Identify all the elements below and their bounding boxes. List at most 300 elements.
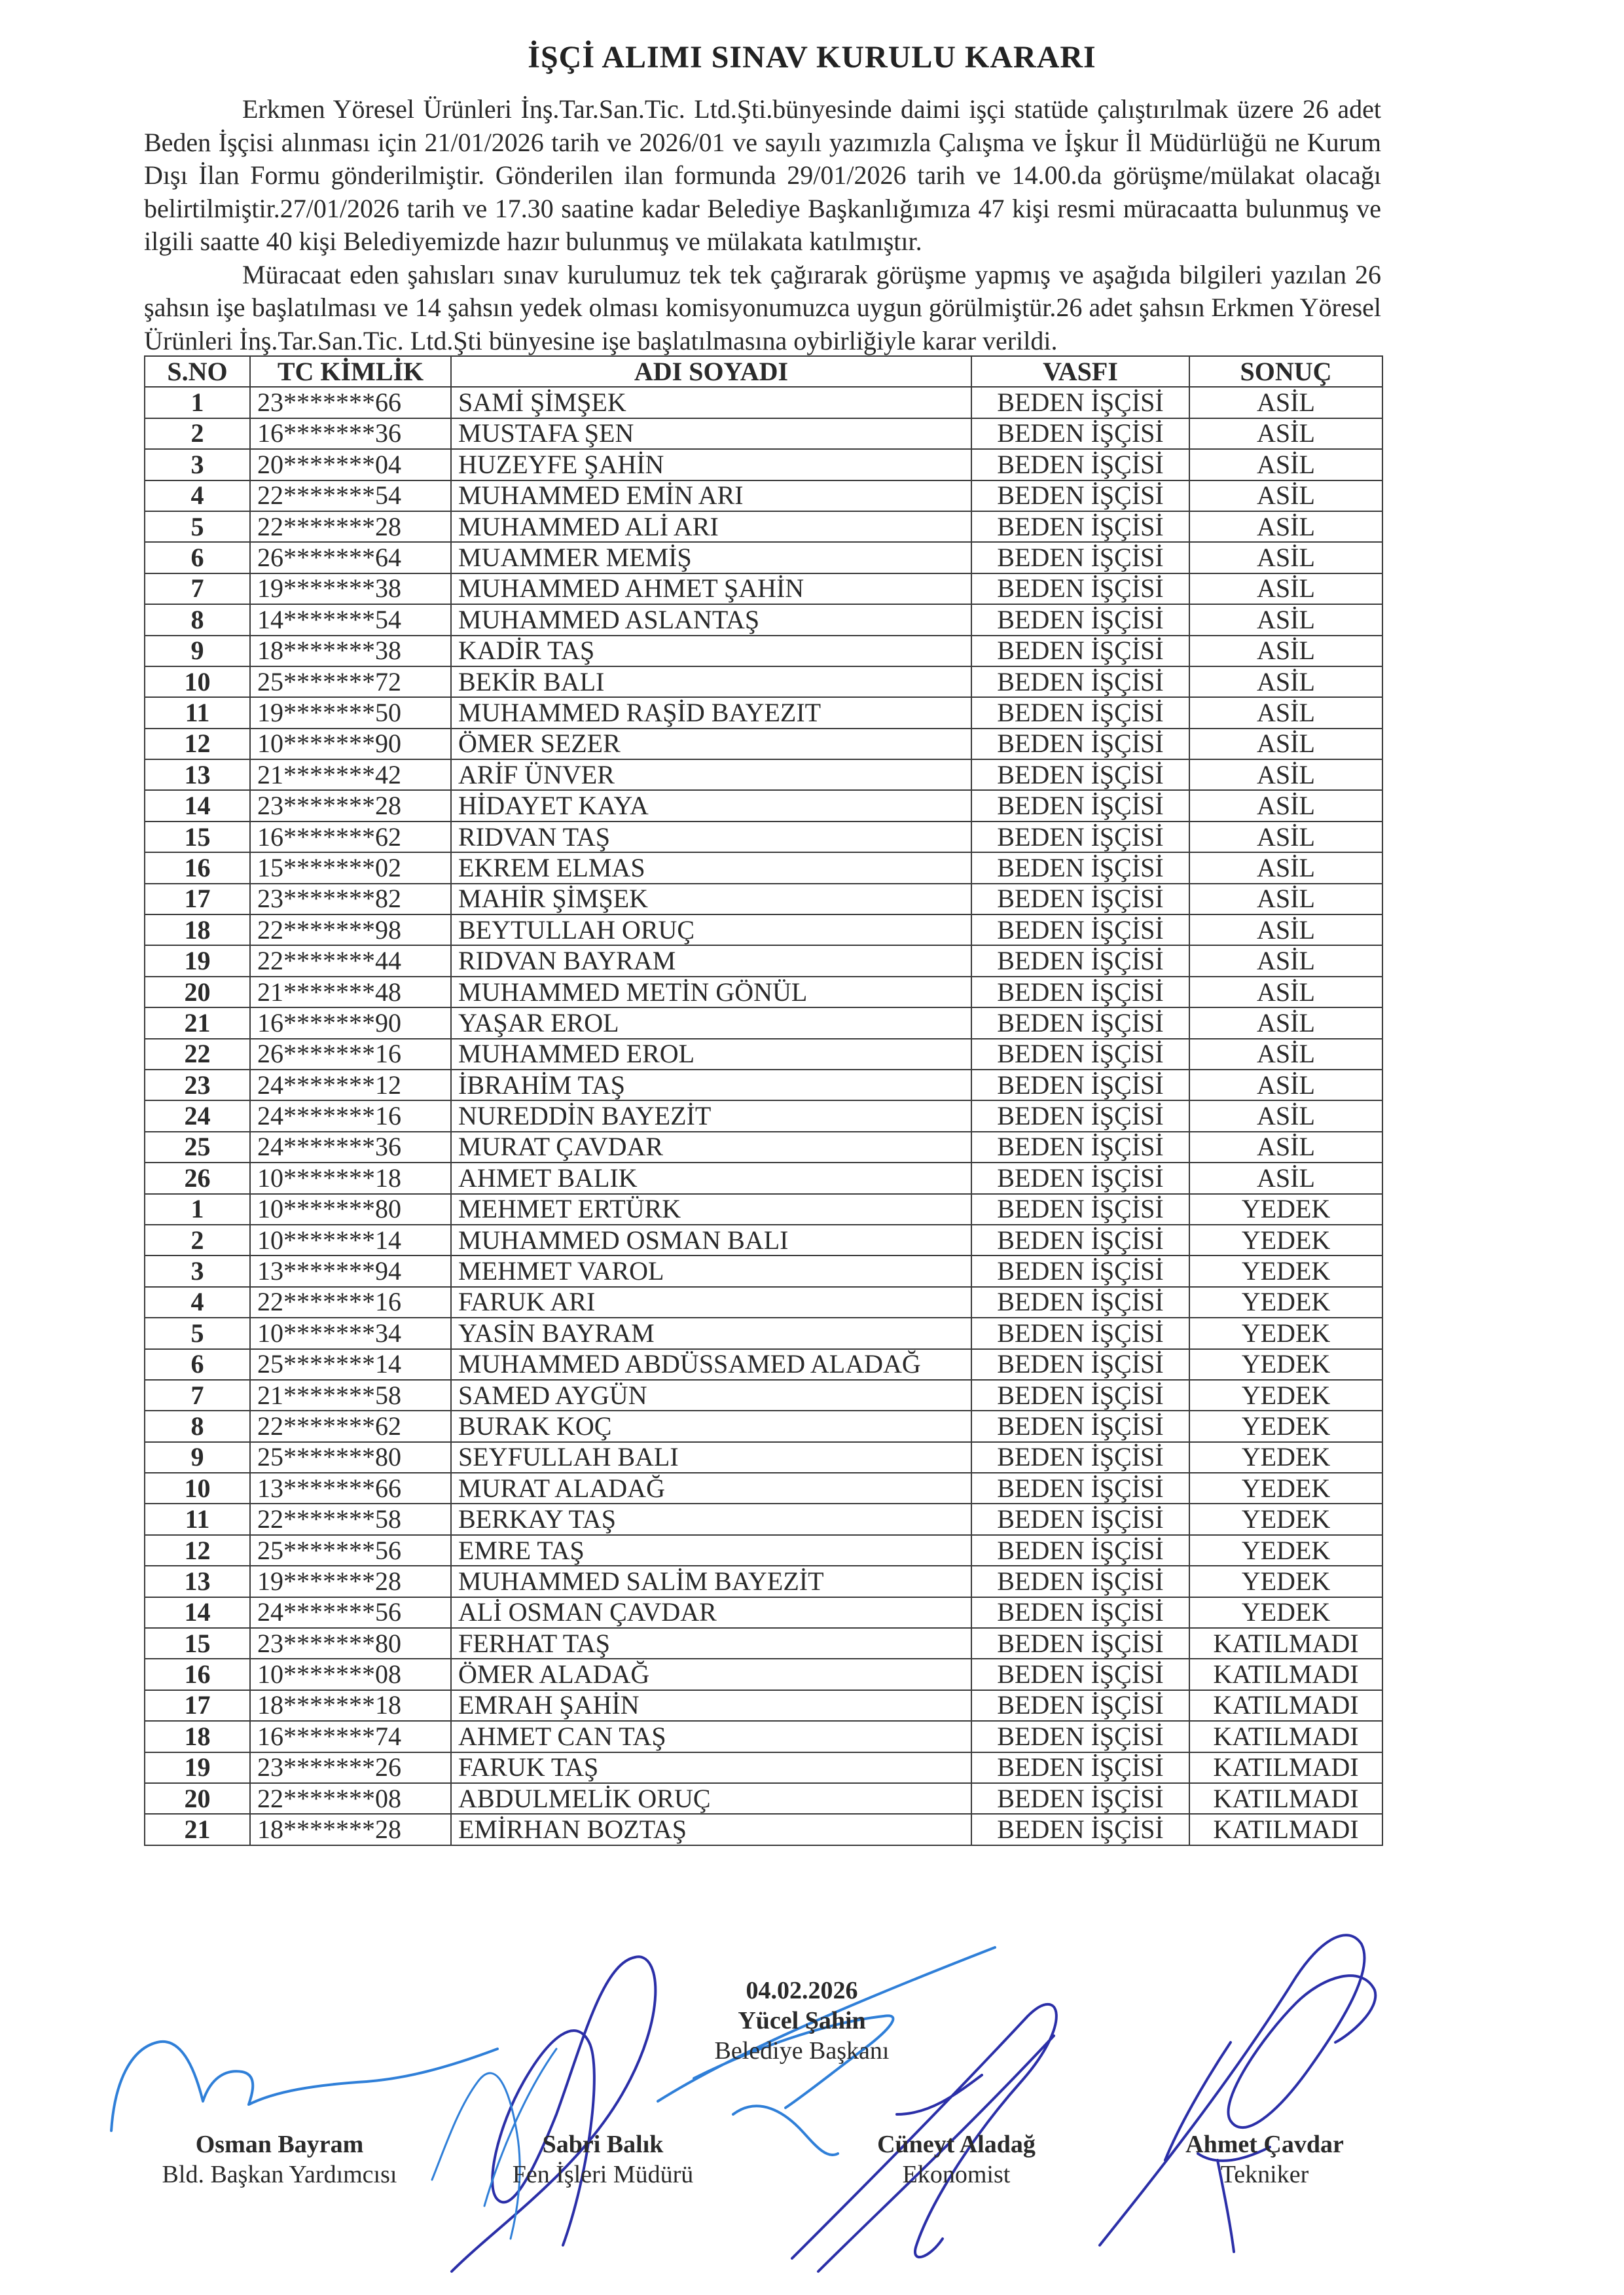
cell-adi-soyadi: MURAT ÇAVDAR bbox=[451, 1132, 971, 1163]
cell-sonuc: ASİL bbox=[1189, 759, 1382, 790]
cell-adi-soyadi: MUHAMMED AHMET ŞAHİN bbox=[451, 573, 971, 604]
cell-vasfi: BEDEN İŞÇİSİ bbox=[971, 1194, 1189, 1225]
cell-sno: 1 bbox=[145, 1194, 250, 1225]
cell-adi-soyadi: SEYFULLAH BALI bbox=[451, 1442, 971, 1473]
cell-tc-kimlik: 22*******28 bbox=[250, 511, 451, 542]
table-row bbox=[145, 1380, 1382, 1411]
table-row bbox=[145, 914, 1382, 945]
cell-sno: 4 bbox=[145, 1287, 250, 1318]
cell-sno: 16 bbox=[145, 852, 250, 883]
cell-vasfi: BEDEN İŞÇİSİ bbox=[971, 1225, 1189, 1256]
cell-tc-kimlik: 18*******38 bbox=[250, 636, 451, 666]
cell-sno: 2 bbox=[145, 1225, 250, 1256]
cell-adi-soyadi: FARUK TAŞ bbox=[451, 1752, 971, 1783]
cell-sonuc: KATILMADI bbox=[1189, 1628, 1382, 1659]
cell-vasfi: BEDEN İŞÇİSİ bbox=[971, 1163, 1189, 1193]
table-row bbox=[145, 449, 1382, 480]
table-row bbox=[145, 1473, 1382, 1504]
cell-sonuc: ASİL bbox=[1189, 852, 1382, 883]
cell-sonuc: ASİL bbox=[1189, 387, 1382, 418]
cell-tc-kimlik: 25*******80 bbox=[250, 1442, 451, 1473]
cell-adi-soyadi: EMRE TAŞ bbox=[451, 1535, 971, 1566]
cell-tc-kimlik: 13*******66 bbox=[250, 1473, 451, 1504]
cell-adi-soyadi: MUHAMMED METİN GÖNÜL bbox=[451, 977, 971, 1007]
table-row bbox=[145, 852, 1382, 883]
cell-vasfi: BEDEN İŞÇİSİ bbox=[971, 884, 1189, 914]
cell-sonuc: ASİL bbox=[1189, 511, 1382, 542]
cell-tc-kimlik: 23*******26 bbox=[250, 1752, 451, 1783]
cell-tc-kimlik: 21*******42 bbox=[250, 759, 451, 790]
cell-adi-soyadi: HİDAYET KAYA bbox=[451, 790, 971, 821]
cell-sno: 3 bbox=[145, 1256, 250, 1286]
cell-adi-soyadi: FARUK ARI bbox=[451, 1287, 971, 1318]
cell-adi-soyadi: MEHMET ERTÜRK bbox=[451, 1194, 971, 1225]
cell-tc-kimlik: 16*******90 bbox=[250, 1007, 451, 1038]
cell-sno: 12 bbox=[145, 1535, 250, 1566]
cell-sonuc: ASİL bbox=[1189, 914, 1382, 945]
table-row bbox=[145, 977, 1382, 1007]
table-row bbox=[145, 1225, 1382, 1256]
cell-tc-kimlik: 22*******58 bbox=[250, 1504, 451, 1534]
cell-sno: 11 bbox=[145, 697, 250, 728]
cell-tc-kimlik: 19*******28 bbox=[250, 1566, 451, 1597]
cell-adi-soyadi: MUHAMMED OSMAN BALI bbox=[451, 1225, 971, 1256]
header-sonuc: SONUÇ bbox=[1189, 356, 1382, 387]
cell-sno: 5 bbox=[145, 1318, 250, 1348]
signature-sabri-balik-1 bbox=[452, 1957, 655, 2271]
cell-tc-kimlik: 21*******48 bbox=[250, 977, 451, 1007]
signature-osman-bayram bbox=[111, 2042, 497, 2131]
cell-sno: 21 bbox=[145, 1007, 250, 1038]
signature-block-mayor bbox=[671, 1976, 933, 2066]
cell-sonuc: YEDEK bbox=[1189, 1535, 1382, 1566]
cell-tc-kimlik: 22*******16 bbox=[250, 1287, 451, 1318]
header-adi-soyadi: ADI SOYADI bbox=[451, 356, 971, 387]
cell-sonuc: YEDEK bbox=[1189, 1411, 1382, 1441]
cell-vasfi: BEDEN İŞÇİSİ bbox=[971, 697, 1189, 728]
cell-tc-kimlik: 18*******18 bbox=[250, 1690, 451, 1721]
member-name: Osman Bayram bbox=[195, 2131, 364, 2158]
cell-tc-kimlik: 25*******56 bbox=[250, 1535, 451, 1566]
cell-sno: 14 bbox=[145, 790, 250, 821]
cell-sonuc: KATILMADI bbox=[1189, 1783, 1382, 1814]
cell-adi-soyadi: YASİN BAYRAM bbox=[451, 1318, 971, 1348]
cell-vasfi: BEDEN İŞÇİSİ bbox=[971, 1039, 1189, 1070]
header-sno: S.NO bbox=[145, 356, 250, 387]
cell-sonuc: ASİL bbox=[1189, 884, 1382, 914]
cell-adi-soyadi: RIDVAN BAYRAM bbox=[451, 945, 971, 976]
cell-sno: 16 bbox=[145, 1659, 250, 1690]
cell-adi-soyadi: BURAK KOÇ bbox=[451, 1411, 971, 1441]
cell-vasfi: BEDEN İŞÇİSİ bbox=[971, 790, 1189, 821]
table-row bbox=[145, 1690, 1382, 1721]
cell-tc-kimlik: 25*******14 bbox=[250, 1349, 451, 1380]
cell-sonuc: ASİL bbox=[1189, 1039, 1382, 1070]
table-row bbox=[145, 729, 1382, 759]
table-row bbox=[145, 1504, 1382, 1534]
table-row bbox=[145, 884, 1382, 914]
cell-sno: 10 bbox=[145, 666, 250, 697]
cell-tc-kimlik: 10*******80 bbox=[250, 1194, 451, 1225]
table-row bbox=[145, 1535, 1382, 1566]
cell-tc-kimlik: 26*******64 bbox=[250, 542, 451, 573]
cell-adi-soyadi: SAMED AYGÜN bbox=[451, 1380, 971, 1411]
cell-sonuc: ASİL bbox=[1189, 790, 1382, 821]
table-row bbox=[145, 1194, 1382, 1225]
cell-vasfi: BEDEN İŞÇİSİ bbox=[971, 1070, 1189, 1100]
cell-adi-soyadi: YAŞAR EROL bbox=[451, 1007, 971, 1038]
cell-tc-kimlik: 24*******56 bbox=[250, 1597, 451, 1628]
cell-vasfi: BEDEN İŞÇİSİ bbox=[971, 1597, 1189, 1628]
cell-sonuc: YEDEK bbox=[1189, 1380, 1382, 1411]
table-row bbox=[145, 636, 1382, 666]
cell-sonuc: YEDEK bbox=[1189, 1287, 1382, 1318]
cell-adi-soyadi: AHMET BALIK bbox=[451, 1163, 971, 1193]
candidate-table bbox=[144, 355, 1383, 1846]
cell-sno: 15 bbox=[145, 822, 250, 852]
cell-sonuc: YEDEK bbox=[1189, 1194, 1382, 1225]
cell-sno: 11 bbox=[145, 1504, 250, 1534]
table-row bbox=[145, 418, 1382, 449]
cell-sonuc: KATILMADI bbox=[1189, 1814, 1382, 1845]
table-row bbox=[145, 945, 1382, 976]
cell-adi-soyadi: MUHAMMED SALİM BAYEZİT bbox=[451, 1566, 971, 1597]
cell-sno: 13 bbox=[145, 759, 250, 790]
signature-block-member bbox=[1134, 2129, 1396, 2190]
cell-sno: 19 bbox=[145, 945, 250, 976]
cell-vasfi: BEDEN İŞÇİSİ bbox=[971, 1132, 1189, 1163]
document-title: İŞÇİ ALIMI SINAV KURULU KARARI bbox=[528, 40, 1096, 75]
cell-sonuc: YEDEK bbox=[1189, 1349, 1382, 1380]
cell-adi-soyadi: ALİ OSMAN ÇAVDAR bbox=[451, 1597, 971, 1628]
cell-tc-kimlik: 25*******72 bbox=[250, 666, 451, 697]
cell-vasfi: BEDEN İŞÇİSİ bbox=[971, 418, 1189, 449]
cell-adi-soyadi: FERHAT TAŞ bbox=[451, 1628, 971, 1659]
cell-sno: 1 bbox=[145, 387, 250, 418]
cell-sonuc: YEDEK bbox=[1189, 1566, 1382, 1597]
member-name: Sabri Balık bbox=[542, 2131, 664, 2158]
signature-block-member bbox=[472, 2129, 734, 2190]
cell-sonuc: ASİL bbox=[1189, 977, 1382, 1007]
cell-tc-kimlik: 18*******28 bbox=[250, 1814, 451, 1845]
cell-sonuc: ASİL bbox=[1189, 1070, 1382, 1100]
cell-sonuc: ASİL bbox=[1189, 636, 1382, 666]
cell-sno: 12 bbox=[145, 729, 250, 759]
mayor-title: Belediye Başkanı bbox=[714, 2037, 890, 2065]
cell-vasfi: BEDEN İŞÇİSİ bbox=[971, 1473, 1189, 1504]
table-row bbox=[145, 1318, 1382, 1348]
cell-vasfi: BEDEN İŞÇİSİ bbox=[971, 945, 1189, 976]
cell-adi-soyadi: MUHAMMED RAŞİD BAYEZIT bbox=[451, 697, 971, 728]
member-title: Fen İşleri Müdürü bbox=[512, 2161, 694, 2188]
table-row bbox=[145, 1039, 1382, 1070]
paragraph-2: Müracaat eden şahısları sınav kurulumuz tek tek çağırarak görüşme yapmış ve aşağıda bilgileri yazılan 26 şahsın işe başlatılması ve 14 şahsın yedek olması komisyonumuzca uygun görülmiştür.26 adet şahsın Erkmen Yöresel Ürünleri İnş.Tar.San.Tic. Ltd.Şti bünyesine işe başlatılmasına oybirliğiyle karar verildi. bbox=[144, 259, 1381, 355]
cell-sonuc: ASİL bbox=[1189, 449, 1382, 480]
cell-sonuc: ASİL bbox=[1189, 480, 1382, 511]
cell-tc-kimlik: 10*******08 bbox=[250, 1659, 451, 1690]
cell-adi-soyadi: KADİR TAŞ bbox=[451, 636, 971, 666]
cell-sonuc: KATILMADI bbox=[1189, 1659, 1382, 1690]
cell-tc-kimlik: 22*******98 bbox=[250, 914, 451, 945]
table-row bbox=[145, 480, 1382, 511]
table-row bbox=[145, 1721, 1382, 1752]
decision-date: 04.02.2026 bbox=[746, 1977, 858, 2004]
cell-sno: 7 bbox=[145, 1380, 250, 1411]
table-row bbox=[145, 1783, 1382, 1814]
cell-sonuc: YEDEK bbox=[1189, 1597, 1382, 1628]
cell-adi-soyadi: BEKİR BALI bbox=[451, 666, 971, 697]
cell-tc-kimlik: 24*******16 bbox=[250, 1100, 451, 1131]
table-row bbox=[145, 1256, 1382, 1286]
cell-adi-soyadi: BEYTULLAH ORUÇ bbox=[451, 914, 971, 945]
cell-tc-kimlik: 24*******36 bbox=[250, 1132, 451, 1163]
table-row bbox=[145, 1132, 1382, 1163]
cell-sno: 8 bbox=[145, 604, 250, 635]
cell-vasfi: BEDEN İŞÇİSİ bbox=[971, 1411, 1189, 1441]
cell-sno: 17 bbox=[145, 1690, 250, 1721]
cell-vasfi: BEDEN İŞÇİSİ bbox=[971, 1380, 1189, 1411]
cell-adi-soyadi: AHMET CAN TAŞ bbox=[451, 1721, 971, 1752]
cell-vasfi: BEDEN İŞÇİSİ bbox=[971, 852, 1189, 883]
cell-adi-soyadi: MUHAMMED EMİN ARI bbox=[451, 480, 971, 511]
cell-tc-kimlik: 10*******34 bbox=[250, 1318, 451, 1348]
cell-tc-kimlik: 26*******16 bbox=[250, 1039, 451, 1070]
cell-sonuc: KATILMADI bbox=[1189, 1721, 1382, 1752]
cell-tc-kimlik: 10*******14 bbox=[250, 1225, 451, 1256]
cell-vasfi: BEDEN İŞÇİSİ bbox=[971, 449, 1189, 480]
table-row bbox=[145, 542, 1382, 573]
cell-tc-kimlik: 22*******44 bbox=[250, 945, 451, 976]
cell-tc-kimlik: 19*******38 bbox=[250, 573, 451, 604]
signature-ahmet-cavdar bbox=[1100, 1935, 1375, 2252]
header-vasfi: VASFI bbox=[971, 356, 1189, 387]
cell-vasfi: BEDEN İŞÇİSİ bbox=[971, 1783, 1189, 1814]
table-row bbox=[145, 1349, 1382, 1380]
cell-vasfi: BEDEN İŞÇİSİ bbox=[971, 1442, 1189, 1473]
cell-vasfi: BEDEN İŞÇİSİ bbox=[971, 822, 1189, 852]
cell-sno: 21 bbox=[145, 1814, 250, 1845]
cell-vasfi: BEDEN İŞÇİSİ bbox=[971, 1628, 1189, 1659]
cell-vasfi: BEDEN İŞÇİSİ bbox=[971, 1287, 1189, 1318]
cell-sno: 7 bbox=[145, 573, 250, 604]
cell-sonuc: ASİL bbox=[1189, 945, 1382, 976]
table-row bbox=[145, 1100, 1382, 1131]
table-row bbox=[145, 511, 1382, 542]
cell-adi-soyadi: ARİF ÜNVER bbox=[451, 759, 971, 790]
cell-adi-soyadi: MUSTAFA ŞEN bbox=[451, 418, 971, 449]
cell-sno: 20 bbox=[145, 977, 250, 1007]
cell-tc-kimlik: 23*******28 bbox=[250, 790, 451, 821]
cell-vasfi: BEDEN İŞÇİSİ bbox=[971, 759, 1189, 790]
member-title: Bld. Başkan Yardımcısı bbox=[162, 2161, 397, 2188]
cell-vasfi: BEDEN İŞÇİSİ bbox=[971, 636, 1189, 666]
cell-vasfi: BEDEN İŞÇİSİ bbox=[971, 480, 1189, 511]
cell-sonuc: YEDEK bbox=[1189, 1504, 1382, 1534]
cell-sonuc: KATILMADI bbox=[1189, 1690, 1382, 1721]
table-row bbox=[145, 1659, 1382, 1690]
cell-tc-kimlik: 16*******74 bbox=[250, 1721, 451, 1752]
cell-adi-soyadi: İBRAHİM TAŞ bbox=[451, 1070, 971, 1100]
table-row bbox=[145, 1814, 1382, 1845]
cell-sno: 2 bbox=[145, 418, 250, 449]
cell-vasfi: BEDEN İŞÇİSİ bbox=[971, 542, 1189, 573]
cell-sonuc: YEDEK bbox=[1189, 1318, 1382, 1348]
cell-sonuc: YEDEK bbox=[1189, 1442, 1382, 1473]
cell-vasfi: BEDEN İŞÇİSİ bbox=[971, 1659, 1189, 1690]
cell-adi-soyadi: RIDVAN TAŞ bbox=[451, 822, 971, 852]
member-title: Tekniker bbox=[1220, 2161, 1309, 2188]
cell-vasfi: BEDEN İŞÇİSİ bbox=[971, 977, 1189, 1007]
cell-adi-soyadi: NUREDDİN BAYEZİT bbox=[451, 1100, 971, 1131]
cell-sonuc: ASİL bbox=[1189, 573, 1382, 604]
table-row bbox=[145, 573, 1382, 604]
cell-sno: 13 bbox=[145, 1566, 250, 1597]
cell-adi-soyadi: MAHİR ŞİMŞEK bbox=[451, 884, 971, 914]
table-row bbox=[145, 1566, 1382, 1597]
member-name: Ahmet Çavdar bbox=[1185, 2131, 1344, 2158]
table-row bbox=[145, 790, 1382, 821]
cell-adi-soyadi: SAMİ ŞİMŞEK bbox=[451, 387, 971, 418]
cell-adi-soyadi: MUHAMMED ABDÜSSAMED ALADAĞ bbox=[451, 1349, 971, 1380]
cell-tc-kimlik: 10*******18 bbox=[250, 1163, 451, 1193]
table-row bbox=[145, 1007, 1382, 1038]
table-row bbox=[145, 822, 1382, 852]
cell-adi-soyadi: MEHMET VAROL bbox=[451, 1256, 971, 1286]
header-tc-kimlik: TC KİMLİK bbox=[250, 356, 451, 387]
cell-sno: 18 bbox=[145, 914, 250, 945]
cell-adi-soyadi: ÖMER ALADAĞ bbox=[451, 1659, 971, 1690]
cell-sonuc: ASİL bbox=[1189, 1100, 1382, 1131]
table-row bbox=[145, 1070, 1382, 1100]
mayor-name: Yücel Şahin bbox=[738, 2007, 866, 2034]
cell-tc-kimlik: 22*******54 bbox=[250, 480, 451, 511]
table-row bbox=[145, 604, 1382, 635]
cell-vasfi: BEDEN İŞÇİSİ bbox=[971, 1752, 1189, 1783]
cell-vasfi: BEDEN İŞÇİSİ bbox=[971, 1318, 1189, 1348]
cell-adi-soyadi: MUAMMER MEMİŞ bbox=[451, 542, 971, 573]
cell-sno: 15 bbox=[145, 1628, 250, 1659]
cell-vasfi: BEDEN İŞÇİSİ bbox=[971, 1256, 1189, 1286]
cell-sonuc: ASİL bbox=[1189, 1132, 1382, 1163]
cell-sonuc: ASİL bbox=[1189, 1163, 1382, 1193]
table-header-row bbox=[145, 356, 1382, 387]
cell-adi-soyadi: MUHAMMED ALİ ARI bbox=[451, 511, 971, 542]
table-row bbox=[145, 1287, 1382, 1318]
signature-block-member bbox=[825, 2129, 1087, 2190]
cell-sno: 10 bbox=[145, 1473, 250, 1504]
cell-tc-kimlik: 10*******90 bbox=[250, 729, 451, 759]
cell-vasfi: BEDEN İŞÇİSİ bbox=[971, 1721, 1189, 1752]
cell-sno: 19 bbox=[145, 1752, 250, 1783]
cell-tc-kimlik: 22*******08 bbox=[250, 1783, 451, 1814]
cell-tc-kimlik: 15*******02 bbox=[250, 852, 451, 883]
table-row bbox=[145, 1628, 1382, 1659]
signature-block-member bbox=[135, 2129, 424, 2190]
cell-sno: 5 bbox=[145, 511, 250, 542]
table-row bbox=[145, 1163, 1382, 1193]
table-body bbox=[145, 387, 1382, 1845]
cell-tc-kimlik: 13*******94 bbox=[250, 1256, 451, 1286]
cell-tc-kimlik: 16*******62 bbox=[250, 822, 451, 852]
cell-sonuc: ASİL bbox=[1189, 729, 1382, 759]
cell-adi-soyadi: MUHAMMED ASLANTAŞ bbox=[451, 604, 971, 635]
cell-sonuc: YEDEK bbox=[1189, 1473, 1382, 1504]
cell-sno: 6 bbox=[145, 1349, 250, 1380]
member-title: Ekonomist bbox=[902, 2161, 1011, 2188]
cell-adi-soyadi: EMİRHAN BOZTAŞ bbox=[451, 1814, 971, 1845]
paragraph-1: Erkmen Yöresel Ürünleri İnş.Tar.San.Tic. Ltd.Şti.bünyesinde daimi işçi statüde çalıştırılmak üzere 26 adet Beden İşçisi alınması için 21/01/2026 tarih ve 2026/01 ve sayılı yazımızla Çalışma ve İşkur İl Müdürlüğü ne Kurum Dışı İlan Formu gönderilmiştir. Gönderilen ilan formunda 29/01/2026 tarih ve 14.00.da görüşme/mülakat olacağı belirtilmiştir.27/01/2026 tarih ve 17.30 saatine kadar Belediye Başkanlığımıza 47 kişi resmi müracaatta bulunmuş ve ilgili saatte 40 kişi Belediyemizde hazır bulunmuş ve mülakata katılmıştır. bbox=[144, 94, 1381, 256]
cell-adi-soyadi: ABDULMELİK ORUÇ bbox=[451, 1783, 971, 1814]
cell-sonuc: ASİL bbox=[1189, 822, 1382, 852]
table-row bbox=[145, 697, 1382, 728]
cell-adi-soyadi: HUZEYFE ŞAHİN bbox=[451, 449, 971, 480]
cell-sonuc: ASİL bbox=[1189, 604, 1382, 635]
cell-tc-kimlik: 21*******58 bbox=[250, 1380, 451, 1411]
cell-sonuc: ASİL bbox=[1189, 542, 1382, 573]
cell-sonuc: KATILMADI bbox=[1189, 1752, 1382, 1783]
cell-sonuc: ASİL bbox=[1189, 418, 1382, 449]
cell-sno: 9 bbox=[145, 636, 250, 666]
cell-vasfi: BEDEN İŞÇİSİ bbox=[971, 729, 1189, 759]
cell-vasfi: BEDEN İŞÇİSİ bbox=[971, 914, 1189, 945]
cell-adi-soyadi: EMRAH ŞAHİN bbox=[451, 1690, 971, 1721]
cell-tc-kimlik: 22*******62 bbox=[250, 1411, 451, 1441]
table-row bbox=[145, 1752, 1382, 1783]
cell-sonuc: YEDEK bbox=[1189, 1256, 1382, 1286]
cell-sonuc: YEDEK bbox=[1189, 1225, 1382, 1256]
cell-vasfi: BEDEN İŞÇİSİ bbox=[971, 1100, 1189, 1131]
cell-adi-soyadi: MUHAMMED EROL bbox=[451, 1039, 971, 1070]
cell-sno: 20 bbox=[145, 1783, 250, 1814]
cell-tc-kimlik: 23*******80 bbox=[250, 1628, 451, 1659]
cell-tc-kimlik: 20*******04 bbox=[250, 449, 451, 480]
cell-sno: 23 bbox=[145, 1070, 250, 1100]
cell-adi-soyadi: MURAT ALADAĞ bbox=[451, 1473, 971, 1504]
cell-vasfi: BEDEN İŞÇİSİ bbox=[971, 1535, 1189, 1566]
member-name: Cüneyt Aladağ bbox=[877, 2131, 1036, 2158]
cell-vasfi: BEDEN İŞÇİSİ bbox=[971, 511, 1189, 542]
cell-tc-kimlik: 16*******36 bbox=[250, 418, 451, 449]
table-row bbox=[145, 1411, 1382, 1441]
cell-adi-soyadi: ÖMER SEZER bbox=[451, 729, 971, 759]
cell-sonuc: ASİL bbox=[1189, 697, 1382, 728]
table-row bbox=[145, 666, 1382, 697]
cell-sonuc: ASİL bbox=[1189, 666, 1382, 697]
cell-sno: 18 bbox=[145, 1721, 250, 1752]
cell-adi-soyadi: EKREM ELMAS bbox=[451, 852, 971, 883]
cell-sno: 24 bbox=[145, 1100, 250, 1131]
cell-vasfi: BEDEN İŞÇİSİ bbox=[971, 1504, 1189, 1534]
cell-vasfi: BEDEN İŞÇİSİ bbox=[971, 666, 1189, 697]
table-row bbox=[145, 759, 1382, 790]
table-row bbox=[145, 1442, 1382, 1473]
cell-vasfi: BEDEN İŞÇİSİ bbox=[971, 1007, 1189, 1038]
cell-sno: 25 bbox=[145, 1132, 250, 1163]
cell-vasfi: BEDEN İŞÇİSİ bbox=[971, 387, 1189, 418]
cell-vasfi: BEDEN İŞÇİSİ bbox=[971, 1814, 1189, 1845]
cell-vasfi: BEDEN İŞÇİSİ bbox=[971, 1349, 1189, 1380]
cell-sno: 22 bbox=[145, 1039, 250, 1070]
table-row bbox=[145, 387, 1382, 418]
table-row bbox=[145, 1597, 1382, 1628]
cell-vasfi: BEDEN İŞÇİSİ bbox=[971, 1690, 1189, 1721]
cell-adi-soyadi: BERKAY TAŞ bbox=[451, 1504, 971, 1534]
cell-sno: 6 bbox=[145, 542, 250, 573]
cell-vasfi: BEDEN İŞÇİSİ bbox=[971, 604, 1189, 635]
cell-sonuc: ASİL bbox=[1189, 1007, 1382, 1038]
cell-sno: 4 bbox=[145, 480, 250, 511]
cell-tc-kimlik: 19*******50 bbox=[250, 697, 451, 728]
